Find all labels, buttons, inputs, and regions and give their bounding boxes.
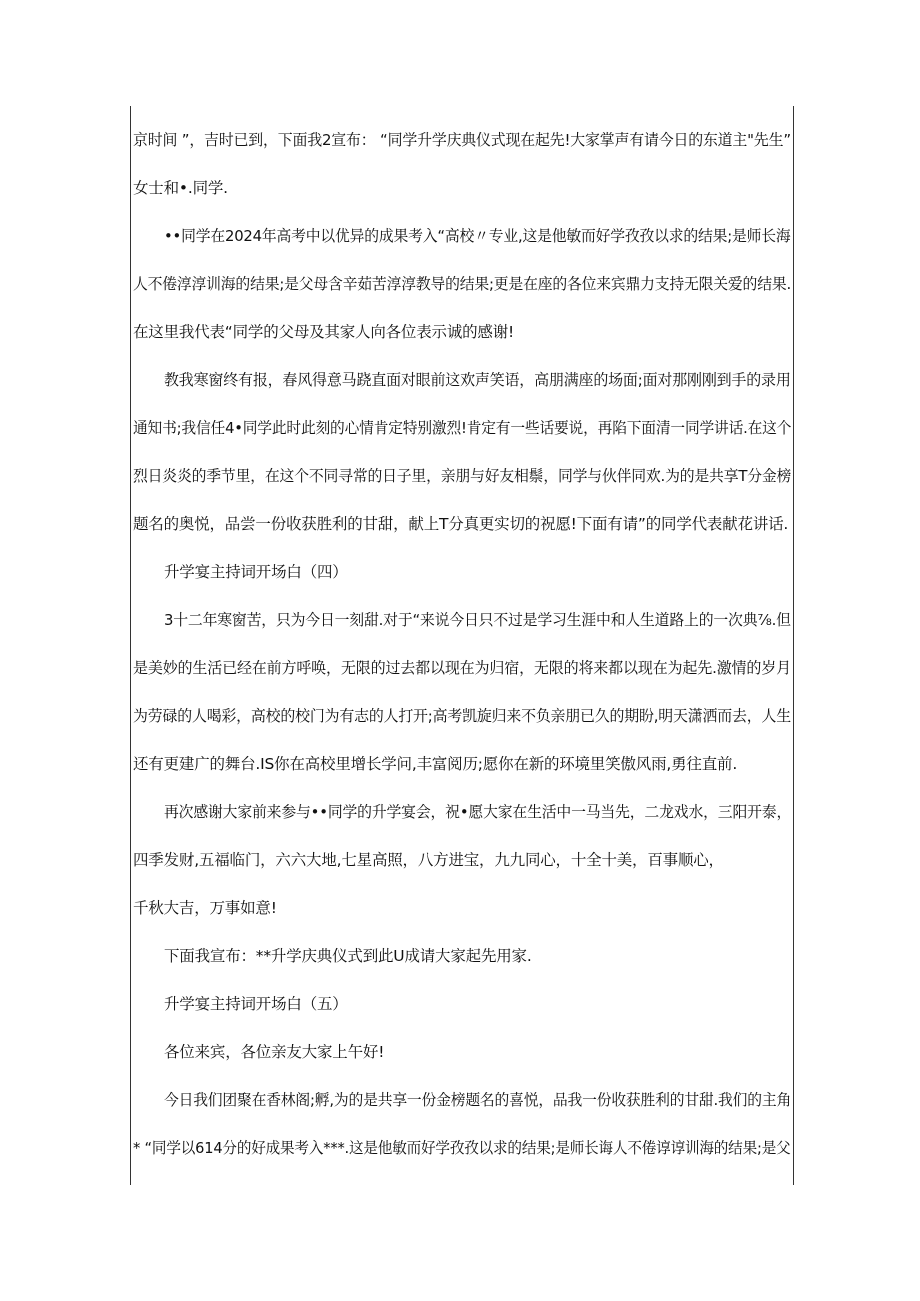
text-line: 女士和•.同学.: [133, 179, 228, 197]
text-line: 还有更建广的舞台.IS你在高校里增长学问,丰富阅历;愿你在新的环境里笑傲风雨,勇往直前.: [133, 755, 738, 773]
text-line: 通知书;我信任4•同学此时此刻的心情肯定特别激烈!肯定有一些话要说，再陷下面清一同学讲话.在这个: [133, 419, 792, 437]
section-heading: 升学宴主持词开场白（五）: [164, 995, 348, 1013]
text-line: 千秋大吉，万事如意!: [133, 899, 277, 917]
text-line: 3十二年寒窗苦，只为今日一刻甜.对于“来说今日只不过是学习生涯中和人生道路上的一次典⅞.但: [164, 611, 791, 629]
document-page: [130, 106, 794, 1185]
text-line: 今日我们团聚在香林阁;孵,为的是共享一份金榜题名的喜悦，品我一份收获胜利的甘甜.我们的主角: [164, 1091, 792, 1109]
text-line: 人不倦淳淳训海的结果;是父母含辛茹苦淳淳教导的结果;更是在座的各位来宾鼎力支持无限关爱的结果.: [133, 275, 791, 293]
text-line: ••同学在2024年高考中以优异的成果考入“高校〃专业,这是他敏而好学孜孜以求的结果;是师长海: [164, 227, 791, 245]
text-line: 下面我宣布：**升学庆典仪式到此U成请大家起先用家.: [164, 947, 532, 965]
text-line: 京时间 ”，吉时已到，下面我2宣布： “同学升学庆典仪式现在起先!大家掌声有请今日的东道主"先生”: [133, 131, 791, 149]
text-line: 是美妙的生活已经在前方呼唤，无限的过去都以现在为归宿，无限的将来都以现在为起先.激情的岁月: [133, 659, 791, 677]
text-line: 题名的奥悦，品尝一份收获胜利的甘甜，献上T分真更实切的祝愿!下面有请”的同学代表献花讲话.: [133, 515, 789, 533]
text-line: 在这里我代表“同学的父母及其家人向各位表示诚的感谢!: [133, 323, 515, 341]
text-line: 各位来宾，各位亲友大家上午好!: [164, 1043, 385, 1061]
text-line: 烈日炎炎的季节里，在这个不同寻常的日子里，亲朋与好友相鬃，同学与伙伴同欢.为的是共享T分金榜: [133, 467, 792, 485]
text-line: 为劳碌的人喝彩，高校的校门为有志的人打开;高考凯旋归来不负亲朋已久的期盼,明天潇洒而去，人生: [133, 707, 791, 725]
text-line: 教我寒窗终有报，春风得意马跷直面对眼前这欢声笑语，高朋满座的场面;面对那刚刚到手的录用: [164, 371, 791, 389]
section-heading: 升学宴主持词开场白（四）: [164, 563, 348, 581]
text-line: * “同学以614分的好成果考入***.这是他敏而好学孜孜以求的结果;是师长诲人不倦谆谆训海的结果;是父: [133, 1139, 791, 1157]
text-line: 四季发财,五福临门，六六大地,七星高照，八方进宝，九九同心，十全十美，百事顺心，: [133, 851, 724, 869]
text-line: 再次感谢大家前来参与••同学的升学宴会，祝•愿大家在生活中一马当先，二龙戏水，三阳开泰，: [164, 803, 792, 821]
